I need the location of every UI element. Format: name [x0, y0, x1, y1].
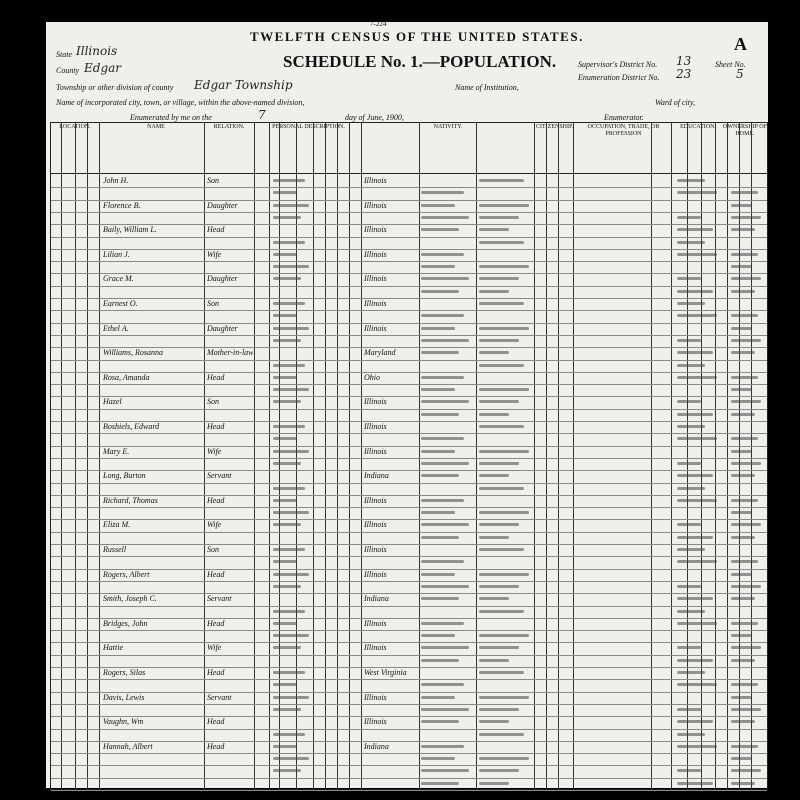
person-name: Florence B. — [103, 200, 141, 210]
person-birthplace: Indiana — [364, 594, 389, 604]
person-relation: Wife — [207, 446, 222, 456]
sheet-no-value: 5 — [736, 67, 744, 81]
person-name: Bridges, John — [103, 618, 148, 628]
person-relation: Head — [207, 495, 225, 505]
person-name: Hazel — [103, 397, 122, 407]
incorporated-label: Name of incorporated city, town, or village, within the above-named division, — [56, 98, 305, 107]
table-row — [51, 692, 767, 705]
table-row — [51, 716, 767, 729]
person-name: Grace M. — [103, 274, 134, 284]
township-value: Edgar Township — [194, 78, 293, 92]
person-relation: Head — [207, 225, 225, 235]
person-birthplace: Illinois — [364, 225, 387, 235]
enumerator-label: Enumerator. — [604, 113, 644, 122]
person-relation: Head — [207, 569, 225, 579]
person-relation: Head — [207, 422, 225, 431]
person-birthplace: Illinois — [364, 249, 387, 259]
table-row — [51, 495, 767, 508]
person-relation: Servant — [207, 594, 232, 604]
schedule-title: SCHEDULE No. 1.—POPULATION. — [283, 52, 557, 71]
table-row — [51, 519, 767, 532]
person-name: Davis, Lewis — [103, 692, 145, 702]
person-name: Williams, Rosanna — [103, 348, 164, 358]
census-title: TWELFTH CENSUS OF THE UNITED STATES. — [250, 29, 584, 44]
person-birthplace: Indiana — [364, 741, 389, 751]
person-birthplace: Illinois — [364, 176, 387, 185]
table-row — [51, 175, 767, 188]
person-relation: Son — [207, 397, 219, 407]
col-ownership: OWNERSHIP OF HOME. — [723, 124, 767, 137]
enumerated-day: 7 — [258, 108, 266, 122]
state-label: State — [56, 50, 72, 59]
person-relation: Son — [207, 299, 219, 308]
col-location: LOCATION. — [59, 124, 91, 130]
person-name: Lilian J. — [103, 249, 130, 259]
sheet-no-label: Sheet No. — [715, 60, 746, 69]
person-birthplace: Illinois — [364, 274, 387, 284]
county-value: Edgar — [84, 61, 122, 75]
person-name: Hannah, Albert — [103, 741, 153, 751]
supervisor-value: 13 — [676, 54, 692, 68]
table-row — [51, 249, 767, 262]
person-name: Rosa, Amanda — [103, 372, 150, 382]
person-birthplace: Illinois — [364, 643, 387, 653]
col-education: EDUCATION. — [680, 124, 716, 130]
population-table — [50, 122, 768, 790]
table-row — [51, 323, 767, 336]
person-name: Long, Burton — [103, 471, 146, 481]
table-row — [51, 298, 767, 311]
table-row — [51, 273, 767, 286]
person-relation: Head — [207, 717, 225, 727]
enumerated-label: Enumerated by me on the — [130, 113, 212, 122]
table-row — [51, 200, 767, 213]
person-relation: Son — [207, 176, 219, 185]
person-birthplace: Illinois — [364, 200, 387, 210]
person-relation: Servant — [207, 692, 232, 702]
person-relation: Son — [207, 545, 219, 554]
person-relation: Wife — [207, 249, 222, 259]
col-personal: PERSONAL DESCRIPTION. — [272, 124, 345, 130]
state-value: Illinois — [76, 44, 118, 58]
institution-label: Name of Institution, — [455, 83, 519, 92]
person-birthplace: Indiana — [364, 471, 389, 481]
table-row — [51, 569, 767, 582]
person-name: Rogers, Silas — [103, 668, 146, 677]
person-name: Earnest O. — [103, 299, 138, 308]
person-relation: Head — [207, 372, 225, 382]
table-row — [51, 446, 767, 459]
table-row — [51, 544, 767, 557]
person-birthplace: Illinois — [364, 323, 387, 333]
person-name: Baily, William L. — [103, 225, 157, 235]
table-row — [51, 347, 767, 360]
person-birthplace: Illinois — [364, 569, 387, 579]
ward-label: Ward of city, — [655, 98, 696, 107]
person-relation: Wife — [207, 643, 222, 653]
col-relation: RELATION. — [213, 124, 245, 130]
col-nativity: NATIVITY. — [433, 124, 463, 130]
col-occupation: OCCUPATION, TRADE, OR PROFESSION — [587, 124, 660, 137]
person-name: Smith, Joseph C. — [103, 594, 157, 604]
person-name: Boshiels, Edward — [103, 422, 160, 431]
person-relation: Servant — [207, 471, 232, 481]
table-row — [51, 396, 767, 409]
person-relation: Daughter — [207, 274, 238, 284]
table-row — [51, 224, 767, 237]
person-name: Eliza M. — [103, 520, 131, 530]
table-row — [51, 667, 767, 680]
person-birthplace: Illinois — [364, 520, 387, 530]
table-row — [51, 741, 767, 754]
table-row — [51, 470, 767, 483]
col-name: NAME — [147, 124, 165, 130]
person-relation: Head — [207, 618, 225, 628]
person-birthplace: Illinois — [364, 717, 387, 727]
table-row — [51, 421, 767, 434]
person-name: Hattie — [103, 643, 123, 653]
person-name: Mary E. — [103, 446, 130, 456]
table-row — [51, 618, 767, 631]
person-birthplace: Illinois — [364, 397, 387, 407]
county-label: County — [56, 66, 80, 75]
enumeration-value: 23 — [676, 67, 692, 81]
person-birthplace: Illinois — [364, 446, 387, 456]
sheet-letter: A — [734, 34, 747, 54]
person-birthplace: Illinois — [364, 545, 387, 554]
table-row — [51, 593, 767, 606]
table-row — [51, 642, 767, 655]
col-citizenship: CITIZENSHIP. — [536, 124, 574, 130]
person-birthplace: Illinois — [364, 495, 387, 505]
person-birthplace: Illinois — [364, 692, 387, 702]
person-name: John H. — [103, 176, 129, 185]
person-relation: Head — [207, 668, 225, 677]
supervisor-label: Supervisor's District No. — [578, 60, 658, 69]
person-birthplace: West Virginia — [364, 668, 407, 677]
person-name: Russell — [103, 545, 127, 554]
person-relation: Mother-in-law — [207, 348, 253, 358]
person-birthplace: Maryland — [364, 348, 396, 358]
person-birthplace: Illinois — [364, 299, 387, 308]
enumeration-label: Enumeration District No. — [578, 73, 660, 82]
person-birthplace: Ohio — [364, 372, 380, 382]
person-birthplace: Illinois — [364, 422, 387, 431]
person-name: Vaughn, Wm — [103, 717, 144, 727]
enumerated-mid: day of June, 1900, — [345, 113, 404, 122]
township-label: Township or other division of county — [56, 83, 174, 92]
person-name: Rogers, Albert — [103, 569, 150, 579]
person-relation: Wife — [207, 520, 222, 530]
person-birthplace: Illinois — [364, 618, 387, 628]
table-row — [51, 372, 767, 385]
form-number: 7-224 — [370, 20, 387, 28]
person-relation: Daughter — [207, 323, 238, 333]
person-relation: Head — [207, 741, 225, 751]
person-name: Ethel A. — [103, 323, 129, 333]
person-name: Richard, Thomas — [103, 495, 158, 505]
person-relation: Daughter — [207, 200, 238, 210]
